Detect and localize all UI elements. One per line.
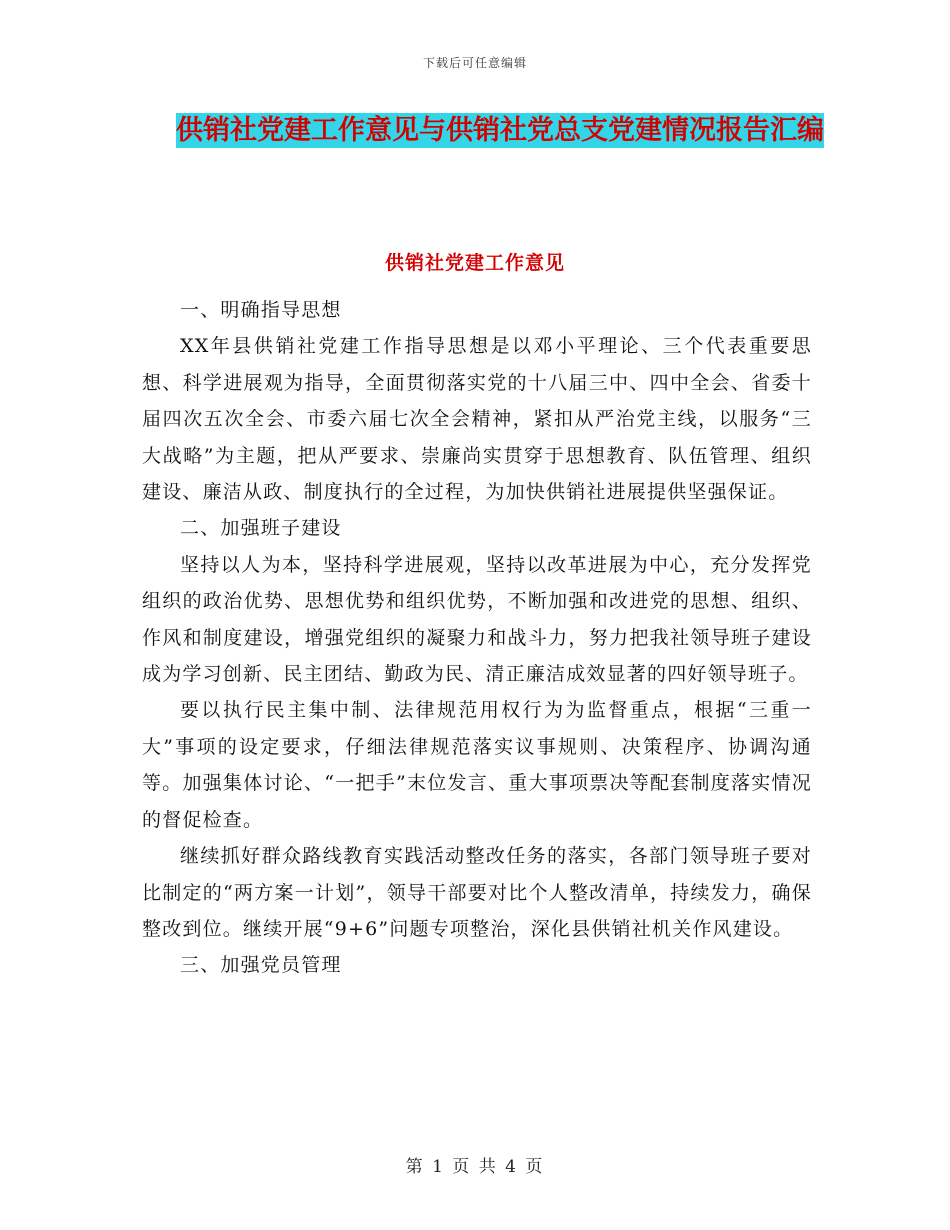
header-note: 下载后可任意编辑 bbox=[422, 56, 527, 70]
document-title-text: 供销社党建工作意见与供销社党总支党建情况报告汇编 bbox=[176, 115, 824, 146]
heading-1: 一、明确指导思想 bbox=[180, 299, 342, 321]
paragraph-1: XX年县供销社党建工作指导思想是以邓小平理论、三个代表重要思想、科学进展观为指导，全面贯彻落实党的十八届三中、四中全会、省委十届四次五次全会、市委六届七次全会精神，紧扣从严治党主线，以服务“三大战略”为主题，把从严要求、崇廉尚实贯穿于思想教育、队伍管理、组织建设、廉洁从政、制度执行的全过程，为加快供销社进展提供坚强保证。 bbox=[142, 335, 812, 504]
document-body bbox=[142, 292, 812, 984]
section-title: 供销社党建工作意见 bbox=[384, 252, 565, 274]
paragraph-2: 坚持以人为本，坚持科学进展观，坚持以改革进展为中心，充分发挥党组织的政治优势、思想优势和组织优势，不断加强和改进党的思想、组织、作风和制度建设，增强党组织的凝聚力和战斗力，努力把我社领导班子建设成为学习创新、民主团结、勤政为民、清正廉洁成效显著的四好领导班子。 bbox=[142, 553, 812, 686]
heading-3: 三、加强党员管理 bbox=[180, 954, 342, 977]
page-footer: 第 1 页 共 4 页 bbox=[405, 1157, 545, 1177]
paragraph-4: 继续抓好群众路线教育实践活动整改任务的落实，各部门领导班子要对比制定的“两方案一计划”，领导干部要对比个人整改清单，持续发力，确保整改到位。继续开展“9+6”问题专项整治，深化县供销社机关作风建设。 bbox=[142, 845, 812, 940]
document-title bbox=[150, 108, 850, 154]
heading-2: 二、加强班子建设 bbox=[180, 517, 342, 540]
paragraph-3: 要以执行民主集中制、法律规范用权行为为监督重点，根据“三重一大”事项的设定要求，仔细法律规范落实议事规则、决策程序、协调沟通等。加强集体讨论、“一把手”末位发言、重大事项票决等配套制度落实情况的督促检查。 bbox=[142, 699, 812, 831]
